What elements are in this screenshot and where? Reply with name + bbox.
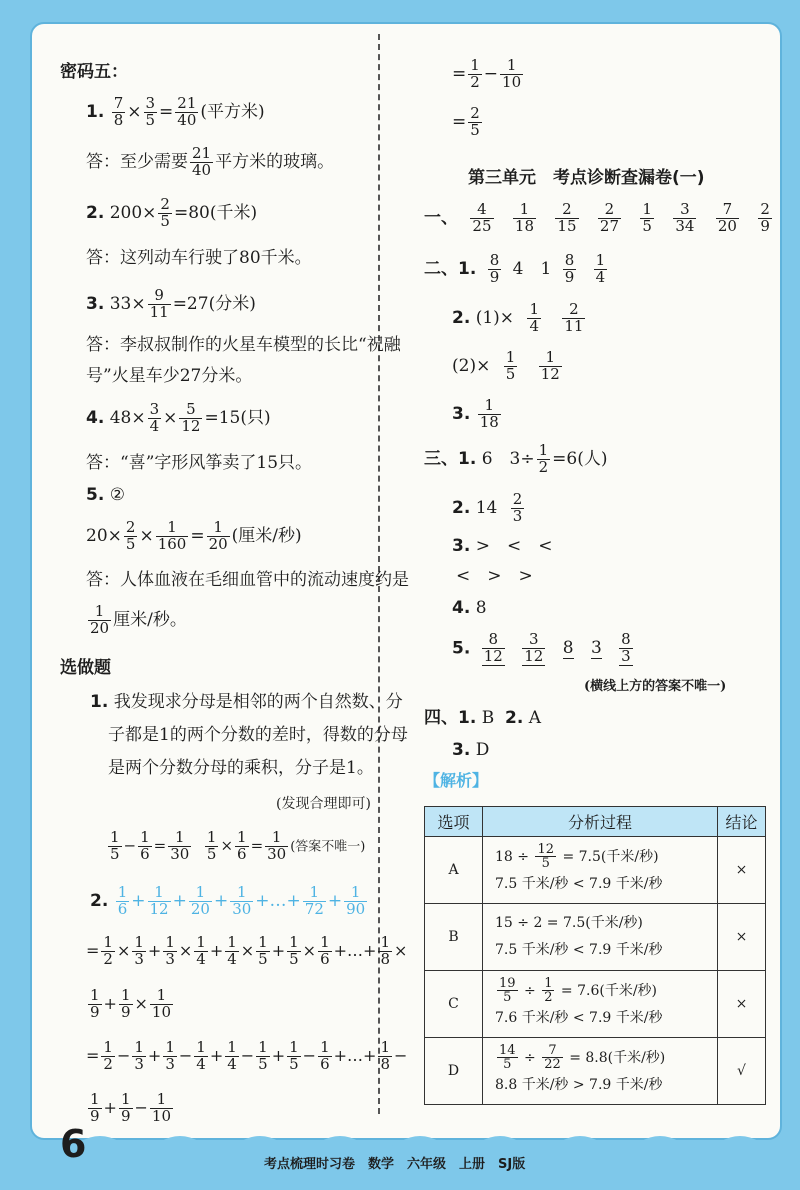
s3-q4: 4. 8 xyxy=(452,598,487,618)
opt2-step1: = $\frac{1}{2}$ × $\frac{1}{3}$ + $\frac{1}{3}$ × $\frac{1}{4}$ + $\frac{1}{4}$ × $\frac{1}{5}$ + $\frac{1}{5}$ × $\frac{1}{6}$ +…+ $\frac{1}{8}$ × xyxy=(86,933,408,968)
s2-q2b: (2)× $\frac{1}{5}$ $\frac{1}{12}$ xyxy=(452,348,560,383)
q4-answer: 答：“喜”字形风筝卖了15只。 xyxy=(86,453,313,473)
s3-q2: 2. 14 $\frac{2}{3}$ xyxy=(452,490,523,525)
header-option: 选项 xyxy=(425,807,483,837)
q4-equation: 4. 48× $\frac{3}{4}$ × $\frac{5}{12}$ =15(只) xyxy=(86,400,271,435)
s4-q1-q2: 四、1. B 2. A xyxy=(424,708,541,728)
q1-answer: 答：至少需要 $\frac{21}{40}$ 平方米的玻璃。 xyxy=(86,144,335,179)
s3-q3b: < > > xyxy=(456,566,533,586)
table-row: B 15 ÷ 2 = 7.5(千米/秒) 7.5 千米/秒 < 7.9 千米/秒 × xyxy=(425,904,766,971)
q3-answer-line1: 答：李叔叔制作的火星车模型的长比“祝融 xyxy=(86,335,401,355)
q1-equation: 1. $\frac{7}{8}$ × $\frac{3}{5}$ = $\frac{21}{40}$ (平方米) xyxy=(86,94,265,129)
opt1-line2: 子都是1的两个分数的差时，得数的分母 xyxy=(108,725,408,745)
s3-q1: 三、1. 6 3÷ $\frac{1}{2}$ =6(人) xyxy=(424,441,608,476)
q2-answer: 答：这列动车行驶了80千米。 xyxy=(86,248,312,268)
opt1-line3: 是两个分数分母的乘积，分子是1。 xyxy=(108,758,374,778)
opt2-step2b: $\frac{1}{9}$ + $\frac{1}{9}$ − $\frac{1}{10}$ xyxy=(90,1090,171,1125)
opt2-step1b: $\frac{1}{9}$ + $\frac{1}{9}$ × $\frac{1}{10}$ xyxy=(90,986,171,1021)
opt2-step2: = $\frac{1}{2}$ − $\frac{1}{3}$ + $\frac{1}{3}$ − $\frac{1}{4}$ + $\frac{1}{4}$ − $\frac{1}{5}$ + $\frac{1}{5}$ − $\frac{1}{6}$ +…+ $\frac{1}{8}$ − xyxy=(86,1038,408,1073)
continued-eq2: = $\frac{2}{5}$ xyxy=(452,104,480,139)
s1-answers: 一、 $\frac{4}{25}$ $\frac{1}{18}$ $\frac{2}{15}$ $\frac{2}{27}$ $\frac{1}{5}$ $\frac{3}{34}$ $\frac{7}{20}$ $\frac{2}{9}$ xyxy=(424,200,770,235)
q5-answer-line2: $\frac{1}{20}$ 厘米/秒。 xyxy=(90,602,187,637)
q3-equation: 3. 33× $\frac{9}{11}$ =27(分米) xyxy=(86,286,256,321)
q2-equation: 2. 200× $\frac{2}{5}$ =80(千米) xyxy=(86,195,258,230)
s3-note: (横线上方的答案不唯一) xyxy=(584,679,727,694)
s3-q3a: 3. > < < xyxy=(452,536,553,556)
opt1-note: (发现合理即可) xyxy=(276,796,371,812)
unit-title: 第三单元 考点诊断查漏卷(一) xyxy=(468,168,705,188)
s2-q3: 3. $\frac{1}{18}$ xyxy=(452,396,499,431)
q5-choice: 5. ② xyxy=(86,485,125,505)
section-heading: 密码五： xyxy=(60,62,128,82)
opt1-examples: $\frac{1}{5}$ − $\frac{1}{6}$ = $\frac{1}{30}$ $\frac{1}{5}$ × $\frac{1}{6}$ = $\frac{1}{30}$ (答案不唯一) xyxy=(110,828,366,863)
table-row: D $\frac{14}{5}$ ÷ $\frac{7}{22}$ = 8.8(千米/秒) 8.8 千米/秒 > 7.9 千米/秒 √ xyxy=(425,1038,766,1105)
opt2-sum: 2. $\frac{1}{6}$ + $\frac{1}{12}$ + $\frac{1}{20}$ + $\frac{1}{30}$ +…+ $\frac{1}{72}$ + $\frac{1}{90}$ xyxy=(90,883,366,918)
header-conclusion: 结论 xyxy=(718,807,766,837)
q3-answer-line2: 号”火星车少27分米。 xyxy=(86,366,253,386)
analysis-table xyxy=(424,806,766,1105)
table-row: C $\frac{19}{5}$ ÷ $\frac{1}{2}$ = 7.6(千米/秒) 7.6 千米/秒 < 7.9 千米/秒 × xyxy=(425,971,766,1038)
footer-text: 考点梳理时习卷 数学 六年级 上册 SJ版 xyxy=(264,1157,526,1172)
analysis-tag: 【解析】 xyxy=(424,771,489,790)
continued-eq1: = $\frac{1}{2}$ − $\frac{1}{10}$ xyxy=(452,56,522,91)
q5-equation: 20× $\frac{2}{5}$ × $\frac{1}{160}$ = $\frac{1}{20}$ (厘米/秒) xyxy=(86,518,302,553)
table-row: A 18 ÷ $\frac{12}{5}$ = 7.5(千米/秒) 7.5 千米/秒 < 7.9 千米/秒 × xyxy=(425,837,766,904)
page-number: 6 xyxy=(60,1122,87,1166)
s3-q5: 5. $\frac{8}{12}$ $\frac{3}{12}$ 8 3 $\frac{8}{3}$ xyxy=(452,630,631,665)
s4-q3: 3. D xyxy=(452,740,490,760)
header-process: 分析过程 xyxy=(483,807,718,837)
opt1-line1: 1. 我发现求分母是相邻的两个自然数、分 xyxy=(90,692,403,712)
s2-q1: 二、1. $\frac{8}{9}$ 4 1 $\frac{8}{9}$ $\frac{1}{4}$ xyxy=(424,251,606,286)
optional-title: 选做题 xyxy=(60,658,111,678)
s2-q2a: 2. (1)× $\frac{1}{4}$ $\frac{2}{11}$ xyxy=(452,300,584,335)
q5-answer-line1: 答：人体血液在毛细血管中的流动速度约是 xyxy=(86,570,409,590)
